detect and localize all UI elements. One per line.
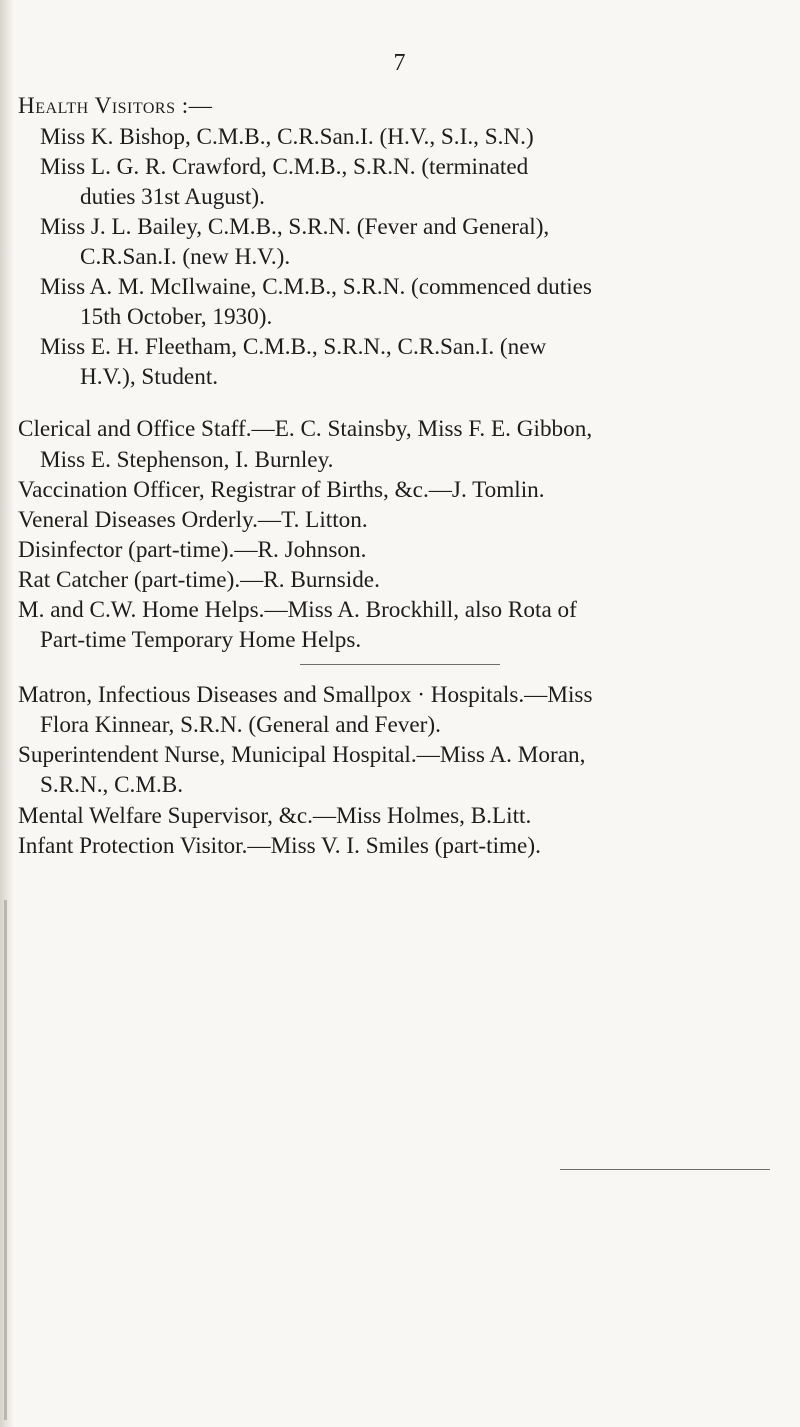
staff-entry: Vaccination Officer, Registrar of Births, &c.—J. Tomlin.: [18, 477, 545, 503]
list-entry-continuation: duties 31st August).: [80, 184, 265, 210]
staff-entry: M. and C.W. Home Helps.—Miss A. Brockhill, also Rota of: [18, 597, 577, 623]
section-heading-health-visitors: Health Visitors :—: [18, 93, 213, 119]
staff-entry: Veneral Diseases Orderly.—T. Litton.: [18, 507, 368, 533]
staff-entry: Superintendent Nurse, Municipal Hospital.—Miss A. Moran,: [18, 742, 586, 768]
list-entry: Miss E. H. Fleetham, C.M.B., S.R.N., C.R.San.I. (new: [40, 334, 547, 360]
section-divider: [300, 664, 500, 665]
list-entry: Miss K. Bishop, C.M.B., C.R.San.I. (H.V., S.I., S.N.): [40, 124, 534, 150]
footer-rule: [560, 1169, 770, 1170]
staff-entry-continuation: Miss E. Stephenson, I. Burnley.: [40, 447, 334, 473]
list-entry-continuation: 15th October, 1930).: [80, 304, 273, 330]
binding-edge: [4, 900, 7, 1420]
list-entry-continuation: C.R.San.I. (new H.V.).: [80, 244, 291, 270]
staff-entry: Disinfector (part-time).—R. Johnson.: [18, 537, 367, 563]
list-entry-continuation: H.V.), Student.: [80, 364, 219, 390]
staff-entry-continuation: Part-time Temporary Home Helps.: [40, 627, 362, 653]
staff-entry: Matron, Infectious Diseases and Smallpox · Hospitals.—Miss: [18, 682, 593, 708]
staff-entry-continuation: S.R.N., C.M.B.: [40, 772, 184, 798]
page-number: 7: [393, 50, 407, 76]
staff-entry: Rat Catcher (part-time).—R. Burnside.: [18, 567, 380, 593]
list-entry: Miss A. M. McIlwaine, C.M.B., S.R.N. (commenced duties: [40, 274, 592, 300]
staff-entry-continuation: Flora Kinnear, S.R.N. (General and Fever).: [40, 712, 441, 738]
page-gutter-shadow: [0, 0, 14, 1427]
list-entry: Miss L. G. R. Crawford, C.M.B., S.R.N. (terminated: [40, 154, 529, 180]
staff-entry: Clerical and Office Staff.—E. C. Stainsby, Miss F. E. Gibbon,: [18, 416, 593, 442]
staff-entry: Infant Protection Visitor.—Miss V. I. Smiles (part-time).: [18, 833, 541, 859]
list-entry: Miss J. L. Bailey, C.M.B., S.R.N. (Fever and General),: [40, 214, 550, 240]
staff-entry: Mental Welfare Supervisor, &c.—Miss Holmes, B.Litt.: [18, 803, 532, 829]
